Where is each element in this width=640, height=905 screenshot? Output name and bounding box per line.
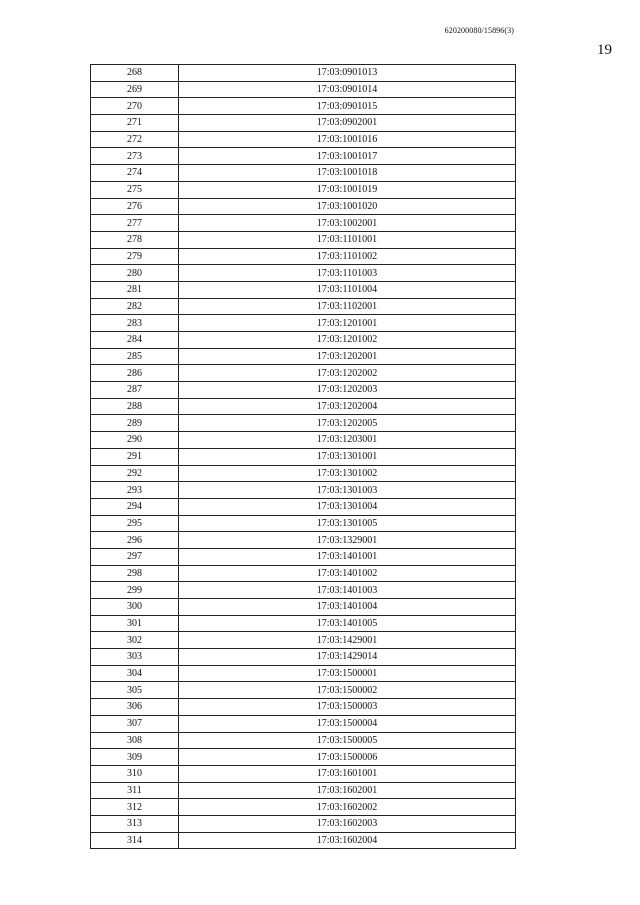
- table-row: [91, 548, 516, 565]
- cadastral-number-cell: 17:03:1301002: [179, 465, 516, 482]
- cadastral-number-cell: 17:03:1602003: [179, 815, 516, 832]
- table-row: [91, 482, 516, 499]
- cadastral-number-cell: 17:03:1401003: [179, 582, 516, 599]
- cadastral-number-cell: 17:03:1001020: [179, 198, 516, 215]
- row-number-cell: 311: [91, 782, 179, 799]
- table-row: [91, 682, 516, 699]
- row-number-cell: 297: [91, 548, 179, 565]
- row-number-cell: 280: [91, 265, 179, 282]
- document-id: 620200080/15896(3): [444, 26, 514, 35]
- table-row: [91, 699, 516, 716]
- table-row: [91, 231, 516, 248]
- table-row: [91, 348, 516, 365]
- row-number-cell: 290: [91, 432, 179, 449]
- row-number-cell: 312: [91, 799, 179, 816]
- table-row: [91, 432, 516, 449]
- table-row: [91, 765, 516, 782]
- table-row: [91, 815, 516, 832]
- row-number-cell: 269: [91, 81, 179, 98]
- cadastral-number-cell: 17:03:1429014: [179, 649, 516, 666]
- table-row: [91, 632, 516, 649]
- cadastral-number-cell: 17:03:1002001: [179, 215, 516, 232]
- cadastral-number-cell: 17:03:1001017: [179, 148, 516, 165]
- table-row: [91, 415, 516, 432]
- row-number-cell: 294: [91, 498, 179, 515]
- cadastral-number-cell: 17:03:1500001: [179, 665, 516, 682]
- cadastral-table: [90, 64, 516, 849]
- cadastral-number-cell: 17:03:1401005: [179, 615, 516, 632]
- row-number-cell: 270: [91, 98, 179, 115]
- row-number-cell: 306: [91, 699, 179, 716]
- cadastral-number-cell: 17:03:1500006: [179, 749, 516, 766]
- table-row: [91, 715, 516, 732]
- row-number-cell: 300: [91, 599, 179, 616]
- row-number-cell: 279: [91, 248, 179, 265]
- row-number-cell: 295: [91, 515, 179, 532]
- row-number-cell: 305: [91, 682, 179, 699]
- table-row: [91, 498, 516, 515]
- table-row: [91, 832, 516, 849]
- table-row: [91, 382, 516, 399]
- row-number-cell: 278: [91, 231, 179, 248]
- row-number-cell: 302: [91, 632, 179, 649]
- row-number-cell: 310: [91, 765, 179, 782]
- row-number-cell: 299: [91, 582, 179, 599]
- table-row: [91, 115, 516, 132]
- row-number-cell: 314: [91, 832, 179, 849]
- row-number-cell: 276: [91, 198, 179, 215]
- cadastral-number-cell: 17:03:1329001: [179, 532, 516, 549]
- row-number-cell: 309: [91, 749, 179, 766]
- cadastral-number-cell: 17:03:1500003: [179, 699, 516, 716]
- table-row: [91, 215, 516, 232]
- row-number-cell: 289: [91, 415, 179, 432]
- cadastral-number-cell: 17:03:1301003: [179, 482, 516, 499]
- row-number-cell: 308: [91, 732, 179, 749]
- table-row: [91, 615, 516, 632]
- row-number-cell: 274: [91, 165, 179, 182]
- table-row: [91, 749, 516, 766]
- row-number-cell: 286: [91, 365, 179, 382]
- table-row: [91, 799, 516, 816]
- row-number-cell: 281: [91, 281, 179, 298]
- row-number-cell: 271: [91, 115, 179, 132]
- cadastral-number-cell: 17:03:1202005: [179, 415, 516, 432]
- table-row: [91, 365, 516, 382]
- row-number-cell: 313: [91, 815, 179, 832]
- cadastral-number-cell: 17:03:1101002: [179, 248, 516, 265]
- cadastral-number-cell: 17:03:1401001: [179, 548, 516, 565]
- cadastral-number-cell: 17:03:1202002: [179, 365, 516, 382]
- cadastral-number-cell: 17:03:1201002: [179, 332, 516, 349]
- table-row: [91, 465, 516, 482]
- cadastral-number-cell: 17:03:1301001: [179, 448, 516, 465]
- table-row: [91, 131, 516, 148]
- table-row: [91, 148, 516, 165]
- cadastral-number-cell: 17:03:1500005: [179, 732, 516, 749]
- row-number-cell: 273: [91, 148, 179, 165]
- cadastral-number-cell: 17:03:1602002: [179, 799, 516, 816]
- table-row: [91, 599, 516, 616]
- table-row: [91, 281, 516, 298]
- row-number-cell: 303: [91, 649, 179, 666]
- cadastral-number-cell: 17:03:1101004: [179, 281, 516, 298]
- cadastral-number-cell: 17:03:1602004: [179, 832, 516, 849]
- cadastral-number-cell: 17:03:1602001: [179, 782, 516, 799]
- table-row: [91, 198, 516, 215]
- row-number-cell: 277: [91, 215, 179, 232]
- table-row: [91, 81, 516, 98]
- row-number-cell: 304: [91, 665, 179, 682]
- page-number: 19: [597, 42, 612, 58]
- cadastral-number-cell: 17:03:1401002: [179, 565, 516, 582]
- cadastral-number-cell: 17:03:1429001: [179, 632, 516, 649]
- cadastral-number-cell: 17:03:1301004: [179, 498, 516, 515]
- cadastral-number-cell: 17:03:1203001: [179, 432, 516, 449]
- table-row: [91, 582, 516, 599]
- cadastral-number-cell: 17:03:0901015: [179, 98, 516, 115]
- cadastral-number-cell: 17:03:1001018: [179, 165, 516, 182]
- row-number-cell: 268: [91, 65, 179, 82]
- row-number-cell: 285: [91, 348, 179, 365]
- table-row: [91, 398, 516, 415]
- table-row: [91, 782, 516, 799]
- cadastral-number-cell: 17:03:1001016: [179, 131, 516, 148]
- row-number-cell: 301: [91, 615, 179, 632]
- table-row: [91, 565, 516, 582]
- cadastral-number-cell: 17:03:1202004: [179, 398, 516, 415]
- row-number-cell: 272: [91, 131, 179, 148]
- row-number-cell: 275: [91, 181, 179, 198]
- table-row: [91, 732, 516, 749]
- cadastral-number-cell: 17:03:1201001: [179, 315, 516, 332]
- cadastral-number-cell: 17:03:1202001: [179, 348, 516, 365]
- cadastral-number-cell: 17:03:1401004: [179, 599, 516, 616]
- cadastral-number-cell: 17:03:0901013: [179, 65, 516, 82]
- table-row: [91, 315, 516, 332]
- row-number-cell: 287: [91, 382, 179, 399]
- table-row: [91, 65, 516, 82]
- row-number-cell: 307: [91, 715, 179, 732]
- table-row: [91, 98, 516, 115]
- table-row: [91, 332, 516, 349]
- row-number-cell: 298: [91, 565, 179, 582]
- table-row: [91, 532, 516, 549]
- cadastral-number-cell: 17:03:1102001: [179, 298, 516, 315]
- cadastral-number-cell: 17:03:1500004: [179, 715, 516, 732]
- table-row: [91, 649, 516, 666]
- table-row: [91, 298, 516, 315]
- cadastral-number-cell: 17:03:1101003: [179, 265, 516, 282]
- cadastral-number-cell: 17:03:1101001: [179, 231, 516, 248]
- table-body: [91, 65, 516, 849]
- table-row: [91, 165, 516, 182]
- table-row: [91, 448, 516, 465]
- cadastral-number-cell: 17:03:1500002: [179, 682, 516, 699]
- row-number-cell: 283: [91, 315, 179, 332]
- table-row: [91, 248, 516, 265]
- row-number-cell: 296: [91, 532, 179, 549]
- row-number-cell: 288: [91, 398, 179, 415]
- cadastral-number-cell: 17:03:1202003: [179, 382, 516, 399]
- cadastral-number-cell: 17:03:0901014: [179, 81, 516, 98]
- cadastral-number-cell: 17:03:0902001: [179, 115, 516, 132]
- table-row: [91, 665, 516, 682]
- row-number-cell: 291: [91, 448, 179, 465]
- row-number-cell: 292: [91, 465, 179, 482]
- row-number-cell: 282: [91, 298, 179, 315]
- row-number-cell: 284: [91, 332, 179, 349]
- cadastral-number-cell: 17:03:1001019: [179, 181, 516, 198]
- table-row: [91, 181, 516, 198]
- cadastral-number-cell: 17:03:1601001: [179, 765, 516, 782]
- row-number-cell: 293: [91, 482, 179, 499]
- table-row: [91, 265, 516, 282]
- table-row: [91, 515, 516, 532]
- cadastral-number-cell: 17:03:1301005: [179, 515, 516, 532]
